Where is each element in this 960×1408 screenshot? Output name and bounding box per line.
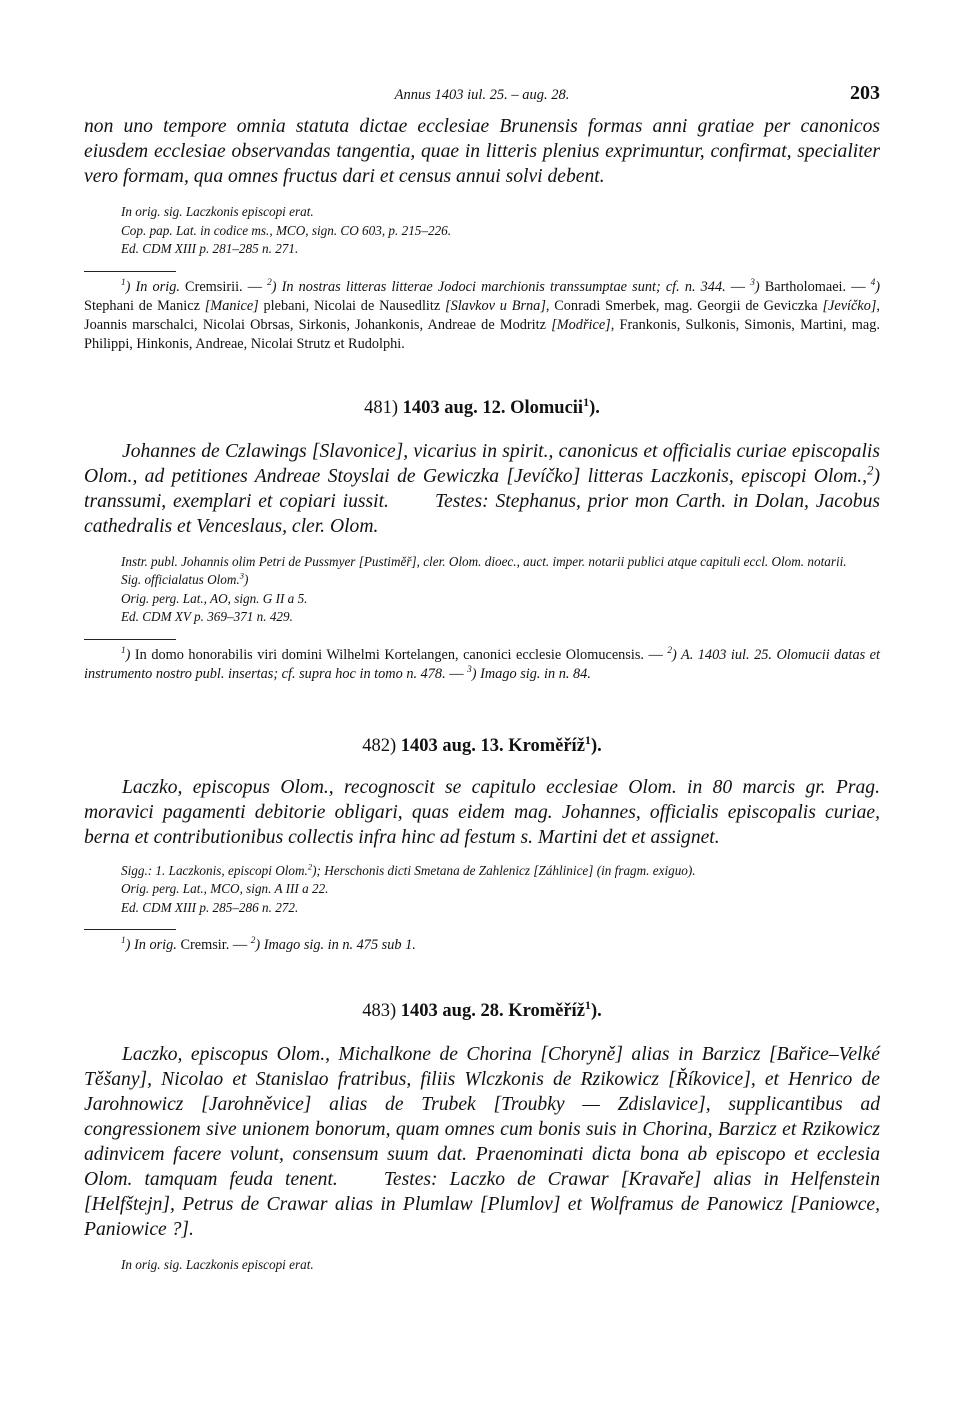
entry-date-end: ). [590,735,602,756]
entry-481-text [84,439,880,539]
footnote-text: Stephani de Manicz [84,297,205,314]
footnote-text: ) Imago sig. in n. 475 sub 1. [255,937,416,953]
entry-date-place: 1403 aug. 13. Kroměříž [400,735,585,756]
footnote-text: ) In nostras litteras litterae Jodoci marchionis transsumptae sunt; cf. n. 344. [271,278,726,295]
footnote-text: Joannis marschalci, Nicolai Obrsas, Sirkonis, Johankonis, Andreae de Modritz [84,316,552,333]
entry-482-text: Laczko, episcopus Olom., recognoscit se capitulo ecclesiae Olom. in 80 marcis gr. Prag. moravici pagamenti debitorie obligari, quas eidem mag. Johannes, officialis episcopalis curiae, berna et contributionibus collectis infra hinc ad festum s. Martini det et assignet. [84,776,880,848]
note-seal-text: Sig. officialatus Olom. [121,572,240,587]
prev-footnotes [84,278,880,354]
footnote-rule [84,639,176,640]
footnote-text: ) [875,278,880,295]
entry-date-place: 1403 aug. 12. Olomucii [402,397,584,418]
footnote-marker: 1 [583,394,590,409]
page-number: 203 [850,82,880,104]
footnote-text: Frankonis, Sulkonis, Simonis, Martini, mag. Philippi, Hinkonis, Andreae, Nicolai Strutz et Rudolphi. [84,316,880,352]
footnote-rule [84,929,176,930]
footnote-text: [Jevíčko], [822,297,880,314]
footnote-text: [Modřice], [551,316,615,333]
entry-date-place: 1403 aug. 28. Kroměříž [400,1001,585,1021]
entry-number: 482) [362,735,401,756]
footnote-marker: 2 [267,277,272,288]
entry-text: Laczko, episcopus Olom., Michalkone de Chorina [Choryně] alias in Barzicz [Bařice–Velké Těšany], Nicolao et Stanislao fratribus, filiis Wlczkonis de Rzikowicz [Říkovice], et Henrico de Jarohnowicz [Jarohněvice] alias de Trubek [Troubky — Zdislavice], supplicantibus ad congressionem sive unionem bonorum, quam omnes cum bonis suis in Chorina, Barzicz et Rzikowicz adinvicem facere volunt, consensum suum dat. Praenominati dicta bona ab episcopo et ecclesia Olom. tamquam feuda tenent. [84,1044,880,1190]
footnote-marker: 3 [750,277,755,288]
footnote-text: ) [754,278,760,295]
note-seal [121,571,880,590]
footnote-marker: 2 [307,861,313,872]
footnote-marker: 1 [584,732,591,747]
footnote-marker: 1 [121,936,126,947]
note-edition: Ed. CDM XV p. 369–371 n. 429. [121,609,293,624]
footnote-text: — [445,665,468,682]
footnote-marker: 2 [867,462,874,477]
footnote-marker: 3 [467,664,472,675]
footnote-marker: 1 [121,645,126,656]
note-original: Orig. perg. Lat., AO, sign. G II a 5. [121,590,308,606]
entry-481-footnotes [84,646,880,684]
entry-482-notes [84,862,880,918]
entry-483-notes [84,1256,880,1275]
footnote-text: ) Imago sig. in n. 84. [471,665,591,682]
prev-note-seal: In orig. sig. Laczkonis episcopi erat. [121,204,314,219]
footnote-text: Olomucii datas et instrumento nostro publ. insertas; cf. supra hoc in tomo n. 478. [84,646,880,682]
entry-date-end: ). [590,1001,602,1021]
footnote-text: — [725,278,751,295]
entry-witnesses: Testes: Stephanus, prior mon Carth. in Dolan, Jacobus cathedralis et Venceslaus, cler. Olom. [84,490,880,537]
footnote-marker: 1 [584,997,591,1012]
note-seals [121,862,880,881]
entry-date-end: ). [589,397,600,418]
note-seals-text: ); Herschonis dicti Smetana de Zahlenicz [Záhlinice] (in fragm. exiguo). [312,862,696,878]
footnote-marker: 1 [121,277,126,288]
entry-482-heading [84,732,880,757]
footnote-text: Bartholomaei. — [759,278,871,295]
note-seals-text: Sigg.: 1. Laczkonis, episcopi Olom. [121,862,308,878]
note-seal-end: ) [243,572,249,587]
note-original: Orig. perg. Lat., MCO, sign. A III a 22. [121,881,329,896]
entry-482-footnotes [84,936,880,955]
footnote-text: Conradi Smerbek, mag. Georgii de Geviczka [549,297,823,314]
entry-481-notes [84,553,880,627]
running-head: Annus 1403 iul. 25. – aug. 28. [394,87,570,103]
entry-number: 481) [364,397,403,418]
footnote-text: ) A. 1403 iul. 25. [671,646,772,663]
footnote-text: Cremsirii. — [179,278,268,295]
entry-witnesses: Testes: Laczko de Crawar [Kravaře] alias in Helfenstein [Helfštejn], Petrus de Crawar alias in Plumlaw [Plumlov] et Wolframus de Panowicz [Paniowce, Paniowice ?]. [84,1169,880,1240]
note-instrument: Instr. publ. Johannis olim Petri de Pussmyer [Pustiměř], cler. Olom. dioec., auct. imper. notarii publici atque capituli eccl. Olom. notarii. [121,553,847,569]
footnote-text: ) [125,646,131,663]
prev-entry-notes [84,203,880,259]
entry-text: ) transsumi, exemplari et copiari iussit. [84,465,880,512]
footnote-text: In domo honorabilis viri domini Wilhelmi Kortelangen, canonici ecclesie Olomucensis. — [130,646,668,663]
footnote-marker: 3 [239,570,244,581]
prev-note-edition: Ed. CDM XIII p. 281–285 n. 271. [121,241,299,256]
footnote-rule [84,271,176,272]
footnote-text: [Slavkov u Brna], [445,297,550,314]
entry-481-heading [84,394,880,419]
footnote-text: [Manice] [204,297,259,314]
entry-483-text [84,1042,880,1242]
entry-number: 483) [362,1001,401,1021]
entry-text: Johannes de Czlawings [Slavonice], vicarius in spirit., canonicus et officialis curiae episcopalis Olom., ad petitiones Andreae Stoyslai de Gewiczka [Jevíčko] litteras Laczkonis, episcopi Olom., [84,440,880,487]
page-header [84,82,880,114]
footnote-marker: 2 [667,645,672,656]
entry-483-heading [84,997,880,1022]
footnote-text: ) In orig. [125,937,177,953]
prev-note-copy: Cop. pap. Lat. in codice ms., MCO, sign. CO 603, p. 215–226. [121,222,452,238]
footnote-text: ) In orig. [125,278,180,295]
footnote-marker: 2 [250,936,256,947]
prev-entry-text: non uno tempore omnia statuta dictae ecclesiae Brunensis formas anni gratiae per canonicos eiusdem ecclesiae observandas tangentia, quae in litteris plenius exprimuntur, confirmat, specialiter vero formam, qua omnes fructus dari et census annui solvi debent. [84,116,880,187]
note-edition: Ed. CDM XIII p. 285–286 n. 272. [121,899,299,915]
footnote-marker: 4 [870,277,876,288]
note-seal: In orig. sig. Laczkonis episcopi erat. [121,1257,314,1272]
footnote-text: Cremsir. — [176,937,251,953]
footnote-text: plebani, Nicolai de Nausedlitz [258,297,445,314]
document-page [84,82,880,1275]
